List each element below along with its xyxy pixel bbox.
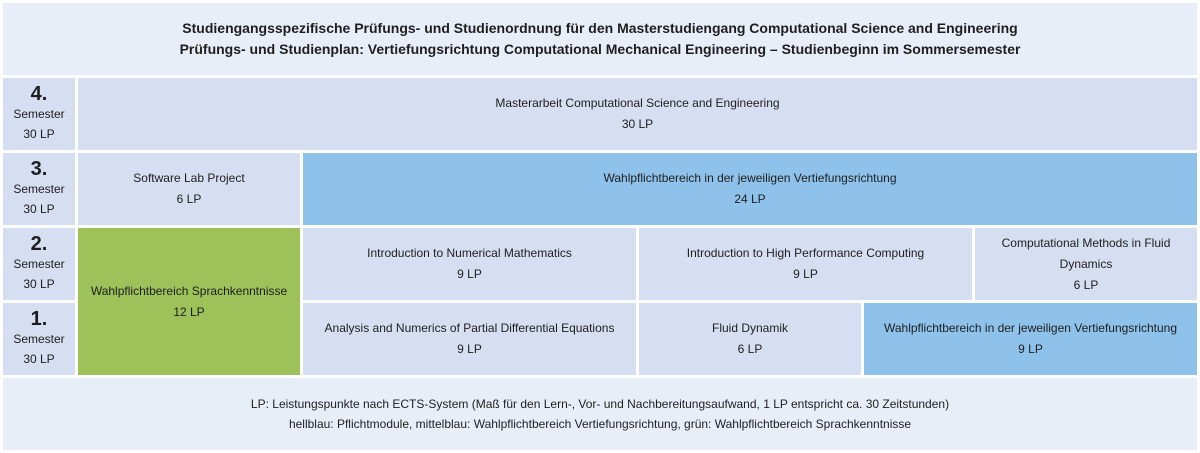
semester-number: 2. [30,233,48,255]
semester-label-3 [3,153,75,225]
legend-line-colors: hellblau: Pflichtmodule, mittelblau: Wahlpflichtbereich Vertiefungsrichtung, grün: Wahlpflichtbereich Sprachkenntnisse [288,417,912,431]
semester-label-1 [3,303,75,375]
module-pde [303,303,636,375]
header-title-line1: Studiengangsspezifische Prüfungs- und Studienordnung für den Masterstudiengang Computational Science and Engineering [182,20,1018,36]
module-credits: 9 LP [1018,342,1043,356]
module-high-performance-computing [639,228,972,300]
semester-number: 1. [30,308,48,330]
module-software-lab [78,153,300,225]
module-credits: 24 LP [734,192,766,206]
plan-header [3,3,1197,75]
module-fluid-dynamik [639,303,861,375]
module-credits: 30 LP [621,117,654,131]
module-title: Introduction to Numerical Mathematics [367,246,572,260]
module-credits: 6 LP [1073,277,1099,292]
semester-number: 4. [30,83,48,105]
module-title: Computational Methods in Fluid Dynamics [1001,235,1171,271]
module-wahlpflicht-vertiefung-9 [864,303,1197,375]
semester-label-2 [3,228,75,300]
module-credits: 9 LP [457,342,482,356]
semester-credits: 30 LP [23,352,55,366]
module-fluid-dynamics-methods [975,228,1197,300]
module-numerical-mathematics [303,228,636,300]
semester-credits: 30 LP [23,277,55,291]
semester-number: 3. [30,158,48,180]
module-title: Wahlpflichtbereich Sprachkenntnisse [90,283,288,298]
module-title: Analysis and Numerics of Partial Differential Equations [324,321,615,335]
module-title: Software Lab Project [133,171,245,185]
semester-word: Semester [13,257,65,271]
semester-word: Semester [13,107,65,121]
semester-word: Semester [13,182,65,196]
module-title: Masterarbeit Computational Science and Engineering [495,96,780,110]
module-credits: 12 LP [173,304,205,319]
semester-word: Semester [13,332,65,346]
legend-line-lp: LP: Leistungspunkte nach ECTS-System (Maß für den Lern-, Vor- und Nachbereitungsaufwand, 1 LP entspricht ca. 30 Zeitstunden) [250,397,950,411]
plan-legend [3,378,1197,450]
module-sprachkenntnisse [78,228,300,375]
header-title-line2: Prüfungs- und Studienplan: Vertiefungsrichtung Computational Mechanical Engineering – Studienbeginn im Sommersemester [179,41,1021,57]
module-title: Wahlpflichtbereich in der jeweiligen Vertiefungsrichtung [603,171,897,185]
module-wahlpflicht-vertiefung-24 [303,153,1197,225]
module-masterarbeit [78,78,1197,150]
module-title: Wahlpflichtbereich in der jeweiligen Vertiefungsrichtung [883,321,1178,335]
semester-credits: 30 LP [23,202,55,216]
module-credits: 9 LP [457,267,482,281]
semester-label-4 [3,78,75,150]
module-credits: 6 LP [176,192,202,206]
module-credits: 6 LP [737,342,763,356]
module-title: Introduction to High Performance Computing [686,246,925,260]
module-credits: 9 LP [793,267,818,281]
semester-credits: 30 LP [23,127,55,141]
module-title: Fluid Dynamik [711,321,789,335]
